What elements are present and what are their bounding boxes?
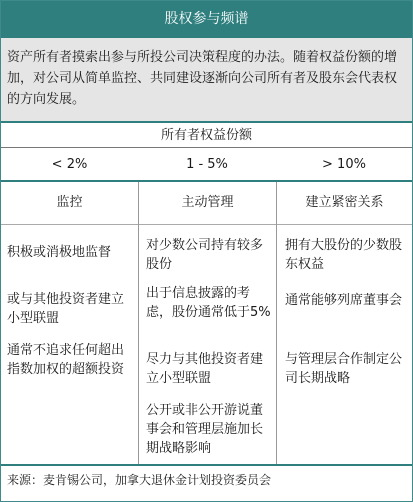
section-title: 所有者权益份额 bbox=[160, 128, 252, 143]
list-item: 公开或非公开游说董事会和管理层施加长期战略影响 bbox=[146, 403, 264, 456]
share-label-mid: 1 - 5% bbox=[186, 157, 228, 172]
share-label-high: > 10% bbox=[322, 157, 366, 172]
list-item: 拥有大股份的少数股东权益 bbox=[285, 238, 403, 272]
intro-text: 资产所有者摸索出参与所投公司决策程度的办法。随着权益份额的增加，对公司从简单监控、共同建设逐渐向公司所有者及股东会代表权的方向发展。 bbox=[1, 38, 412, 121]
column-divider bbox=[277, 224, 412, 225]
divider bbox=[1, 121, 412, 123]
divider bbox=[1, 464, 412, 466]
list-item: 出于信息披露的考虑，股份通常低于5% bbox=[146, 286, 271, 320]
panel-title: 股权参与频谱 bbox=[1, 1, 412, 38]
column-divider bbox=[1, 224, 138, 225]
list-item: 通常能够列席董事会 bbox=[285, 293, 403, 308]
list-item: 与管理层合作制定公司长期战略 bbox=[285, 352, 403, 386]
column-heading-monitor: 监控 bbox=[56, 195, 83, 210]
column-heading-active: 主动管理 bbox=[181, 195, 234, 210]
divider bbox=[1, 180, 412, 182]
list-item: 尽力与其他投资者建立小型联盟 bbox=[146, 352, 264, 386]
column-heading-relationship: 建立紧密关系 bbox=[305, 195, 384, 210]
share-label-low: < 2% bbox=[51, 157, 88, 172]
list-item: 通常不追求任何超出指数加权的超额投资 bbox=[7, 343, 125, 377]
source-note: 来源：麦肯锡公司，加拿大退休金计划投资委员会 bbox=[7, 473, 272, 487]
column-divider bbox=[139, 224, 276, 225]
divider bbox=[1, 147, 412, 148]
list-item: 积极或消极地监督 bbox=[7, 245, 112, 260]
list-item: 对少数公司持有较多股份 bbox=[146, 238, 264, 272]
list-item: 或与其他投资者建立小型联盟 bbox=[7, 292, 125, 326]
